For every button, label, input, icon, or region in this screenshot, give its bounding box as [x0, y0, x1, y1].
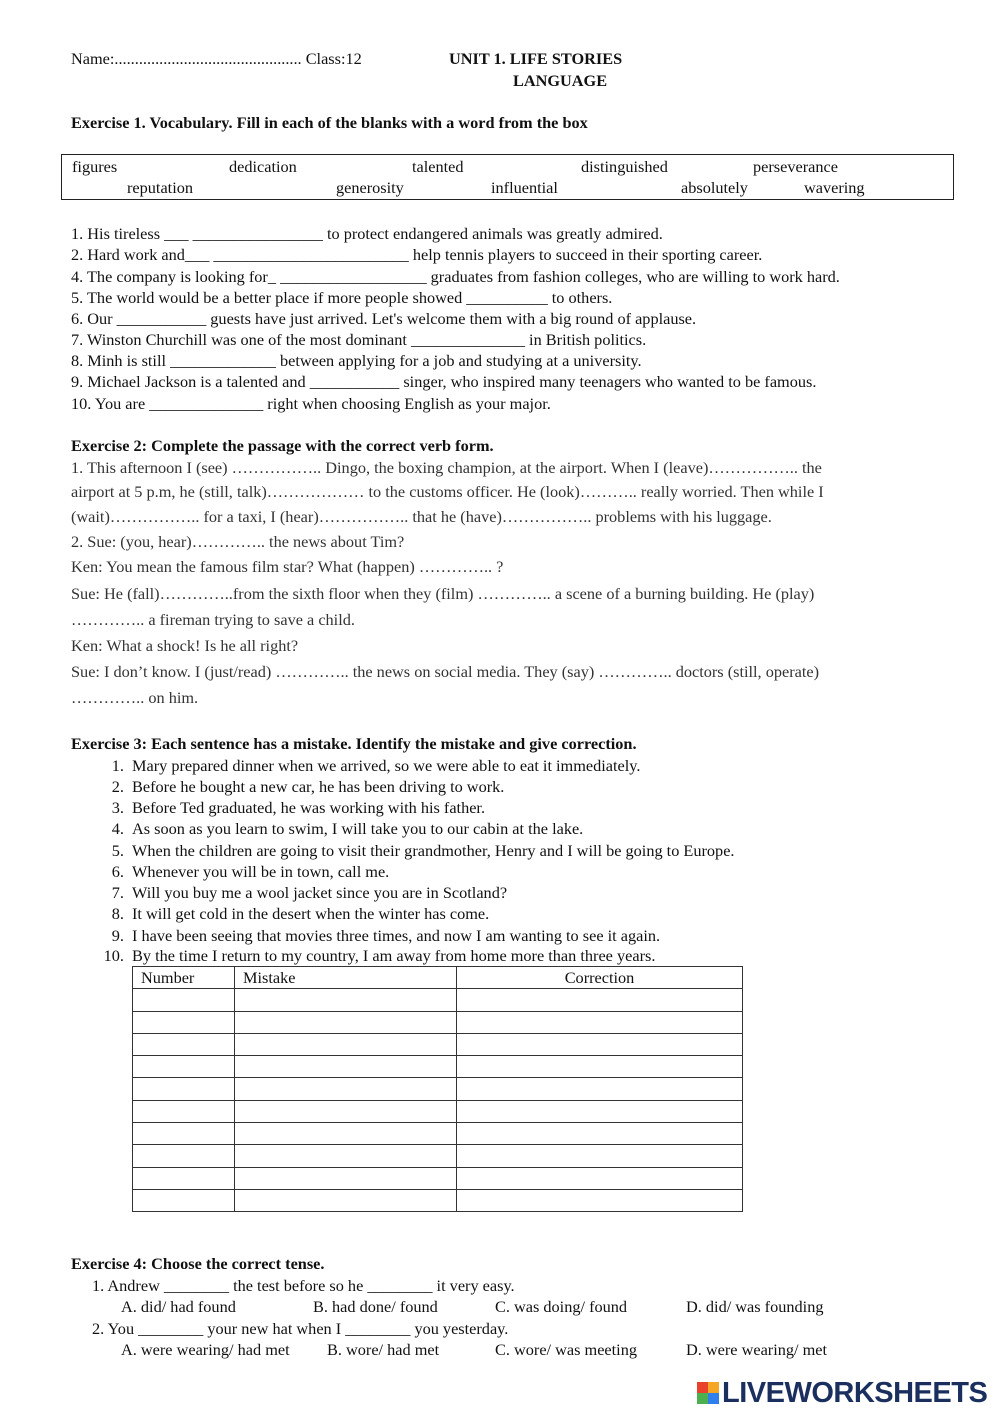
- ex3-item-number: 1.: [111, 756, 124, 775]
- ex4-question-1: 1. Andrew ________ the test before so he ________ it very easy.: [92, 1276, 515, 1295]
- exercise3-title: Exercise 3: Each sentence has a mistake. Identify the mistake and give correction.: [71, 734, 637, 753]
- ex4-q1-option-b[interactable]: B. had done/ found: [313, 1297, 438, 1316]
- ex3-item-text: Will you buy me a wool jacket since you are in Scotland?: [132, 883, 508, 902]
- table-row: [133, 1189, 743, 1211]
- table-cell[interactable]: [457, 1056, 743, 1078]
- logo-square-icon: [708, 1393, 719, 1404]
- ex1-item: 10. You are ______________ right when choosing English as your major.: [71, 394, 551, 413]
- table-cell[interactable]: [235, 1033, 457, 1055]
- ex2-line: Ken: You mean the famous film star? What (happen) ………….. ?: [71, 557, 504, 576]
- table-cell[interactable]: [133, 1100, 235, 1122]
- ex3-item-number: 2.: [111, 777, 124, 796]
- table-row: [133, 1145, 743, 1167]
- ex2-line: 1. This afternoon I (see) …………….. Dingo, the boxing champion, at the airport. When I (leave)…………….. the: [71, 458, 822, 477]
- ex3-item-number: 10.: [103, 946, 124, 965]
- header-correction: Correction: [457, 967, 743, 989]
- ex3-item-text: I have been seeing that movies three times, and now I am wanting to see it again.: [132, 926, 661, 945]
- table-cell[interactable]: [235, 1056, 457, 1078]
- word-talented: talented: [412, 157, 464, 176]
- logo-text: LIVEWORKSHEETS: [722, 1376, 988, 1409]
- table-cell[interactable]: [235, 1011, 457, 1033]
- table-cell[interactable]: [457, 1011, 743, 1033]
- ex3-item-text: As soon as you learn to swim, I will take you to our cabin at the lake.: [132, 819, 584, 838]
- table-cell[interactable]: [235, 1145, 457, 1167]
- ex1-item: 5. The world would be a better place if more people showed __________ to others.: [71, 288, 613, 307]
- table-cell[interactable]: [457, 1189, 743, 1211]
- ex3-item: [98, 755, 640, 776]
- ex3-item-text: Before he bought a new car, he has been driving to work.: [132, 777, 505, 796]
- logo-square-icon: [708, 1382, 719, 1393]
- ex2-line: Ken: What a shock! Is he all right?: [71, 636, 299, 655]
- ex3-item: [98, 882, 507, 903]
- ex3-item-text: Before Ted graduated, he was working with his father.: [132, 798, 486, 817]
- table-cell[interactable]: [235, 1189, 457, 1211]
- word-perseverance: perseverance: [753, 157, 838, 176]
- name-class-line: Name:.............................................. Class:12: [71, 49, 362, 68]
- table-row: [133, 1033, 743, 1055]
- table-cell[interactable]: [457, 1123, 743, 1145]
- ex1-item: 1. His tireless ___ ________________ to protect endangered animals was greatly admired.: [71, 224, 663, 243]
- table-cell[interactable]: [235, 1100, 457, 1122]
- ex3-item: [98, 945, 655, 966]
- ex3-item-text: Mary prepared dinner when we arrived, so we were able to eat it immediately.: [132, 756, 641, 775]
- word-reputation: reputation: [127, 178, 194, 197]
- word-influential: influential: [491, 178, 558, 197]
- table-cell[interactable]: [133, 1033, 235, 1055]
- logo-icon: [697, 1382, 719, 1404]
- word-box: [61, 154, 954, 200]
- table-cell[interactable]: [457, 989, 743, 1011]
- mistake-table: [132, 966, 743, 1212]
- table-cell[interactable]: [457, 1167, 743, 1189]
- ex3-item: [98, 797, 485, 818]
- exercise2-title: Exercise 2: Complete the passage with the correct verb form.: [71, 436, 494, 455]
- logo-square-icon: [697, 1382, 708, 1393]
- table-cell[interactable]: [133, 1189, 235, 1211]
- ex2-line: airport at 5 p.m, he (still, talk)……………… to the customs officer. He (look)……….. really worried. Then while I: [71, 482, 824, 501]
- header-number: Number: [133, 967, 235, 989]
- table-row: [133, 1123, 743, 1145]
- table-cell[interactable]: [457, 1100, 743, 1122]
- ex4-q2-option-b[interactable]: B. wore/ had met: [327, 1340, 440, 1359]
- ex3-item-text: It will get cold in the desert when the winter has come.: [132, 904, 490, 923]
- ex1-item: 6. Our ___________ guests have just arrived. Let's welcome them with a big round of applause.: [71, 309, 697, 328]
- ex4-q1-option-d[interactable]: D. did/ was founding: [686, 1297, 824, 1316]
- ex3-item-number: 3.: [111, 798, 124, 817]
- ex2-line: Sue: He (fall)…………..from the sixth floor when they (film) ………….. a scene of a burning building. He (play): [71, 584, 815, 603]
- ex3-item-text: By the time I return to my country, I am away from home more than three years.: [132, 946, 656, 965]
- ex4-q2-option-a[interactable]: A. were wearing/ had met: [121, 1340, 290, 1359]
- ex4-question-2: 2. You ________ your new hat when I ________ you yesterday.: [92, 1319, 509, 1338]
- ex3-item: [98, 903, 489, 924]
- ex4-q1-option-a[interactable]: A. did/ had found: [121, 1297, 236, 1316]
- ex3-item-number: 4.: [111, 819, 124, 838]
- ex2-line: ………….. on him.: [71, 688, 199, 707]
- word-absolutely: absolutely: [681, 178, 748, 197]
- table-cell[interactable]: [235, 1078, 457, 1100]
- table-header-row: [133, 967, 743, 989]
- ex3-item-number: 9.: [111, 926, 124, 945]
- ex3-item: [98, 818, 583, 839]
- ex2-line: (wait)…………….. for a taxi, I (hear)…………….. that he (have)…………….. problems with his luggage.: [71, 507, 772, 526]
- table-cell[interactable]: [235, 1123, 457, 1145]
- ex3-item-text: When the children are going to visit their grandmother, Henry and I will be going to Europe.: [132, 841, 735, 860]
- ex4-q2-option-c[interactable]: C. wore/ was meeting: [495, 1340, 637, 1359]
- table-cell[interactable]: [457, 1145, 743, 1167]
- table-cell[interactable]: [133, 1123, 235, 1145]
- unit-title: UNIT 1. LIFE STORIES: [449, 49, 623, 68]
- ex1-item: 9. Michael Jackson is a talented and ___________ singer, who inspired many teenagers who wanted to be famous.: [71, 372, 817, 391]
- table-cell[interactable]: [235, 1167, 457, 1189]
- word-wavering: wavering: [804, 178, 865, 197]
- ex3-item: [98, 861, 389, 882]
- table-cell[interactable]: [457, 1078, 743, 1100]
- ex2-line: ………….. a fireman trying to save a child.: [71, 610, 355, 629]
- ex3-item-text: Whenever you will be in town, call me.: [132, 862, 390, 881]
- ex3-item: [98, 776, 504, 797]
- unit-subtitle: LANGUAGE: [513, 71, 608, 90]
- word-generosity: generosity: [336, 178, 404, 197]
- table-cell[interactable]: [133, 989, 235, 1011]
- logo-square-icon: [697, 1393, 708, 1404]
- ex1-item: 7. Winston Churchill was one of the most dominant ______________ in British politics.: [71, 330, 647, 349]
- word-distinguished: distinguished: [581, 157, 668, 176]
- liveworksheets-logo: [697, 1377, 987, 1409]
- word-dedication: dedication: [229, 157, 297, 176]
- ex3-item-number: 5.: [111, 841, 124, 860]
- table-row: [133, 1167, 743, 1189]
- ex3-item: [98, 840, 735, 861]
- table-row: [133, 1100, 743, 1122]
- table-cell[interactable]: [133, 1011, 235, 1033]
- ex3-item-number: 7.: [111, 883, 124, 902]
- ex4-q2-option-d[interactable]: D. were wearing/ met: [686, 1340, 828, 1359]
- table-cell[interactable]: [133, 1145, 235, 1167]
- exercise1-title: Exercise 1. Vocabulary. Fill in each of the blanks with a word from the box: [71, 113, 588, 132]
- table-row: [133, 1056, 743, 1078]
- ex2-line: Sue: I don’t know. I (just/read) ………….. the news on social media. They (say) ………….. doctors (still, operate): [71, 662, 820, 681]
- ex1-item: 4. The company is looking for_ __________________ graduates from fashion colleges, who are willing to work hard.: [71, 267, 840, 286]
- ex1-item: 2. Hard work and___ ________________________ help tennis players to succeed in their sporting career.: [71, 245, 763, 264]
- table-row: [133, 989, 743, 1011]
- ex3-item: [98, 925, 660, 946]
- exercise4-title: Exercise 4: Choose the correct tense.: [71, 1254, 325, 1273]
- table-cell[interactable]: [133, 1078, 235, 1100]
- ex4-q1-option-c[interactable]: C. was doing/ found: [495, 1297, 628, 1316]
- table-row: [133, 1011, 743, 1033]
- ex2-line: 2. Sue: (you, hear)………….. the news about Tim?: [71, 532, 405, 551]
- table-cell[interactable]: [457, 1033, 743, 1055]
- word-figures: figures: [72, 157, 118, 176]
- table-cell[interactable]: [235, 989, 457, 1011]
- ex1-item: 8. Minh is still _____________ between applying for a job and studying at a university.: [71, 351, 642, 370]
- ex3-item-number: 6.: [111, 862, 124, 881]
- table-cell[interactable]: [133, 1056, 235, 1078]
- header-mistake: Mistake: [235, 967, 457, 989]
- ex3-item-number: 8.: [111, 904, 124, 923]
- table-row: [133, 1078, 743, 1100]
- table-cell[interactable]: [133, 1167, 235, 1189]
